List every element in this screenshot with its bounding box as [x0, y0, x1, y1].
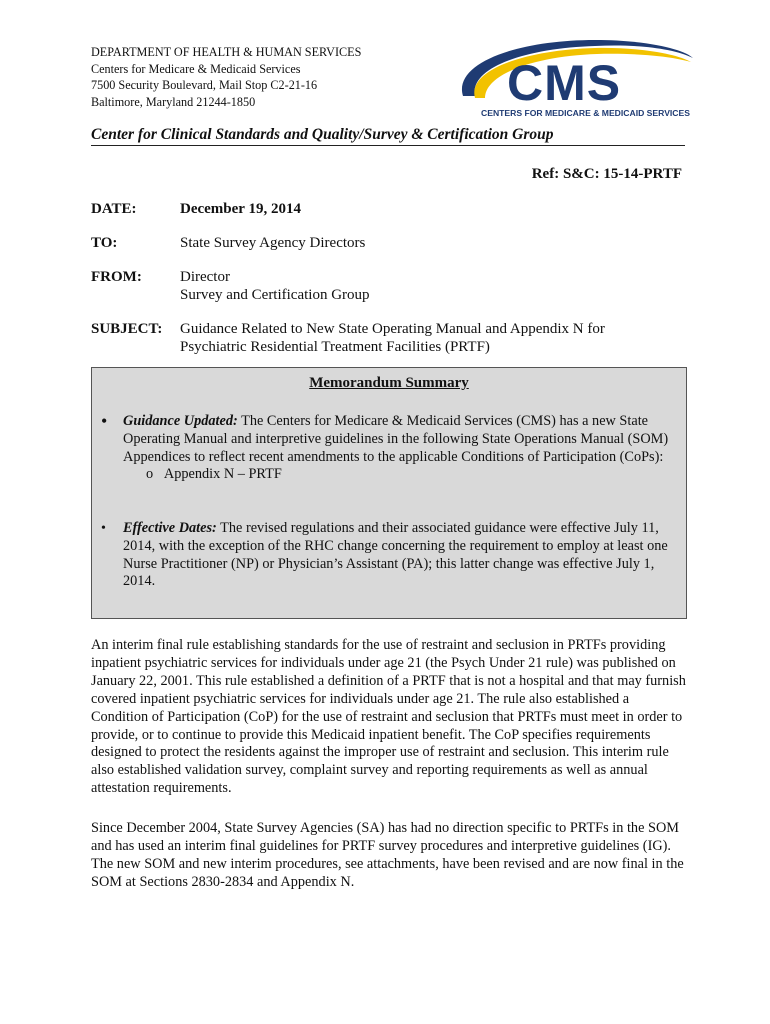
from-label: FROM: — [91, 269, 142, 285]
from-line-title: Director — [180, 269, 230, 285]
to-value: State Survey Agency Directors — [180, 235, 366, 251]
to-label: TO: — [91, 235, 118, 251]
agency-address — [91, 44, 361, 110]
bullet-lead: Effective Dates: — [123, 520, 217, 536]
date-value: December 19, 2014 — [180, 201, 301, 217]
address-line-department: DEPARTMENT OF HEALTH & HUMAN SERVICES — [91, 45, 362, 59]
reference-number: Ref: S&C: 15-14-PRTF — [531, 166, 682, 182]
address-line-city: Baltimore, Maryland 21244-1850 — [91, 94, 256, 109]
address-line-street: 7500 Security Boulevard, Mail Stop C2-21-16 — [91, 78, 318, 93]
memorandum-summary-box — [91, 367, 687, 619]
summary-title: Memorandum Summary — [309, 375, 469, 391]
bullet-body: The revised regulations and their associated guidance were effective July 11, 2014, with the exception of the RHC change concerning the requirement to employ at least one Nurse Practitioner (NP) or Physician’s Assistant (PA); this latter change was effective July 1, 2014. — [123, 520, 668, 590]
bullet-icon: • — [101, 411, 108, 431]
bullet-text — [123, 520, 671, 591]
from-line-group: Survey and Certification Group — [180, 287, 370, 303]
body-paragraph-2: Since December 2004, State Survey Agencies (SA) has had no direction specific to PRTFs in the SOM and has used an interim final guidelines for PRTF survey procedures and interpretive guidelines (IG). The new SOM and new interim procedures, see attachments, have been revised and are now final in the SOM at Sections 2830-2834 and Appendix N. — [91, 820, 684, 890]
subject-line-1: Guidance Related to New State Operating Manual and Appendix N for — [180, 321, 605, 337]
group-title: Center for Clinical Standards and Quality/Survey & Certification Group — [91, 126, 685, 146]
address-line-agency: Centers for Medicare & Medicaid Services — [91, 61, 301, 76]
bullet-text — [123, 413, 671, 484]
sub-bullet-marker: o — [146, 466, 154, 483]
sub-bullet-text: Appendix N – PRTF — [163, 466, 282, 483]
date-label: DATE: — [91, 201, 137, 217]
bullet-icon: • — [101, 521, 106, 536]
subject-line-2: Psychiatric Residential Treatment Facilities (PRTF) — [180, 339, 490, 355]
cms-logo — [445, 34, 695, 122]
bullet-lead: Guidance Updated: — [123, 413, 238, 429]
from-value — [180, 268, 700, 304]
sub-bullet-appendix-n — [123, 466, 671, 484]
subject-value — [180, 320, 700, 356]
bullet-body: The Centers for Medicare & Medicaid Services (CMS) has a new State Operating Manual and interpretive guidelines in the following State Operations Manual (SOM) Appendices to reflect recent amendments to the applicable Conditions of Participation (CoPs): — [123, 413, 669, 465]
logo-tagline: CENTERS FOR MEDICARE & MEDICAID SERVICES — [481, 108, 690, 118]
logo-cms-text: CMS — [507, 55, 622, 111]
subject-label: SUBJECT: — [91, 321, 163, 337]
body-paragraph-1: An interim final rule establishing standards for the use of restraint and seclusion in PRTFs providing inpatient psychiatric services for individuals under age 21 (the Psych Under 21 rule) was published on January 22, 2001. This rule established a definition of a PRTF that is not a hospital and that may furnish covered inpatient psychiatric services for individuals under age 21. The rule also established a Condition of Participation (CoP) for the use of restraint and seclusion that PRTFs must meet in order to provide, or to continue to provide this Medicaid inpatient benefit. The CoP specifies requirements designed to protect the residents against the improper use of restraint and seclusion. This interim rule also established validation survey, complaint survey and reporting requirements as well as annual attestation requirements. — [91, 637, 686, 797]
